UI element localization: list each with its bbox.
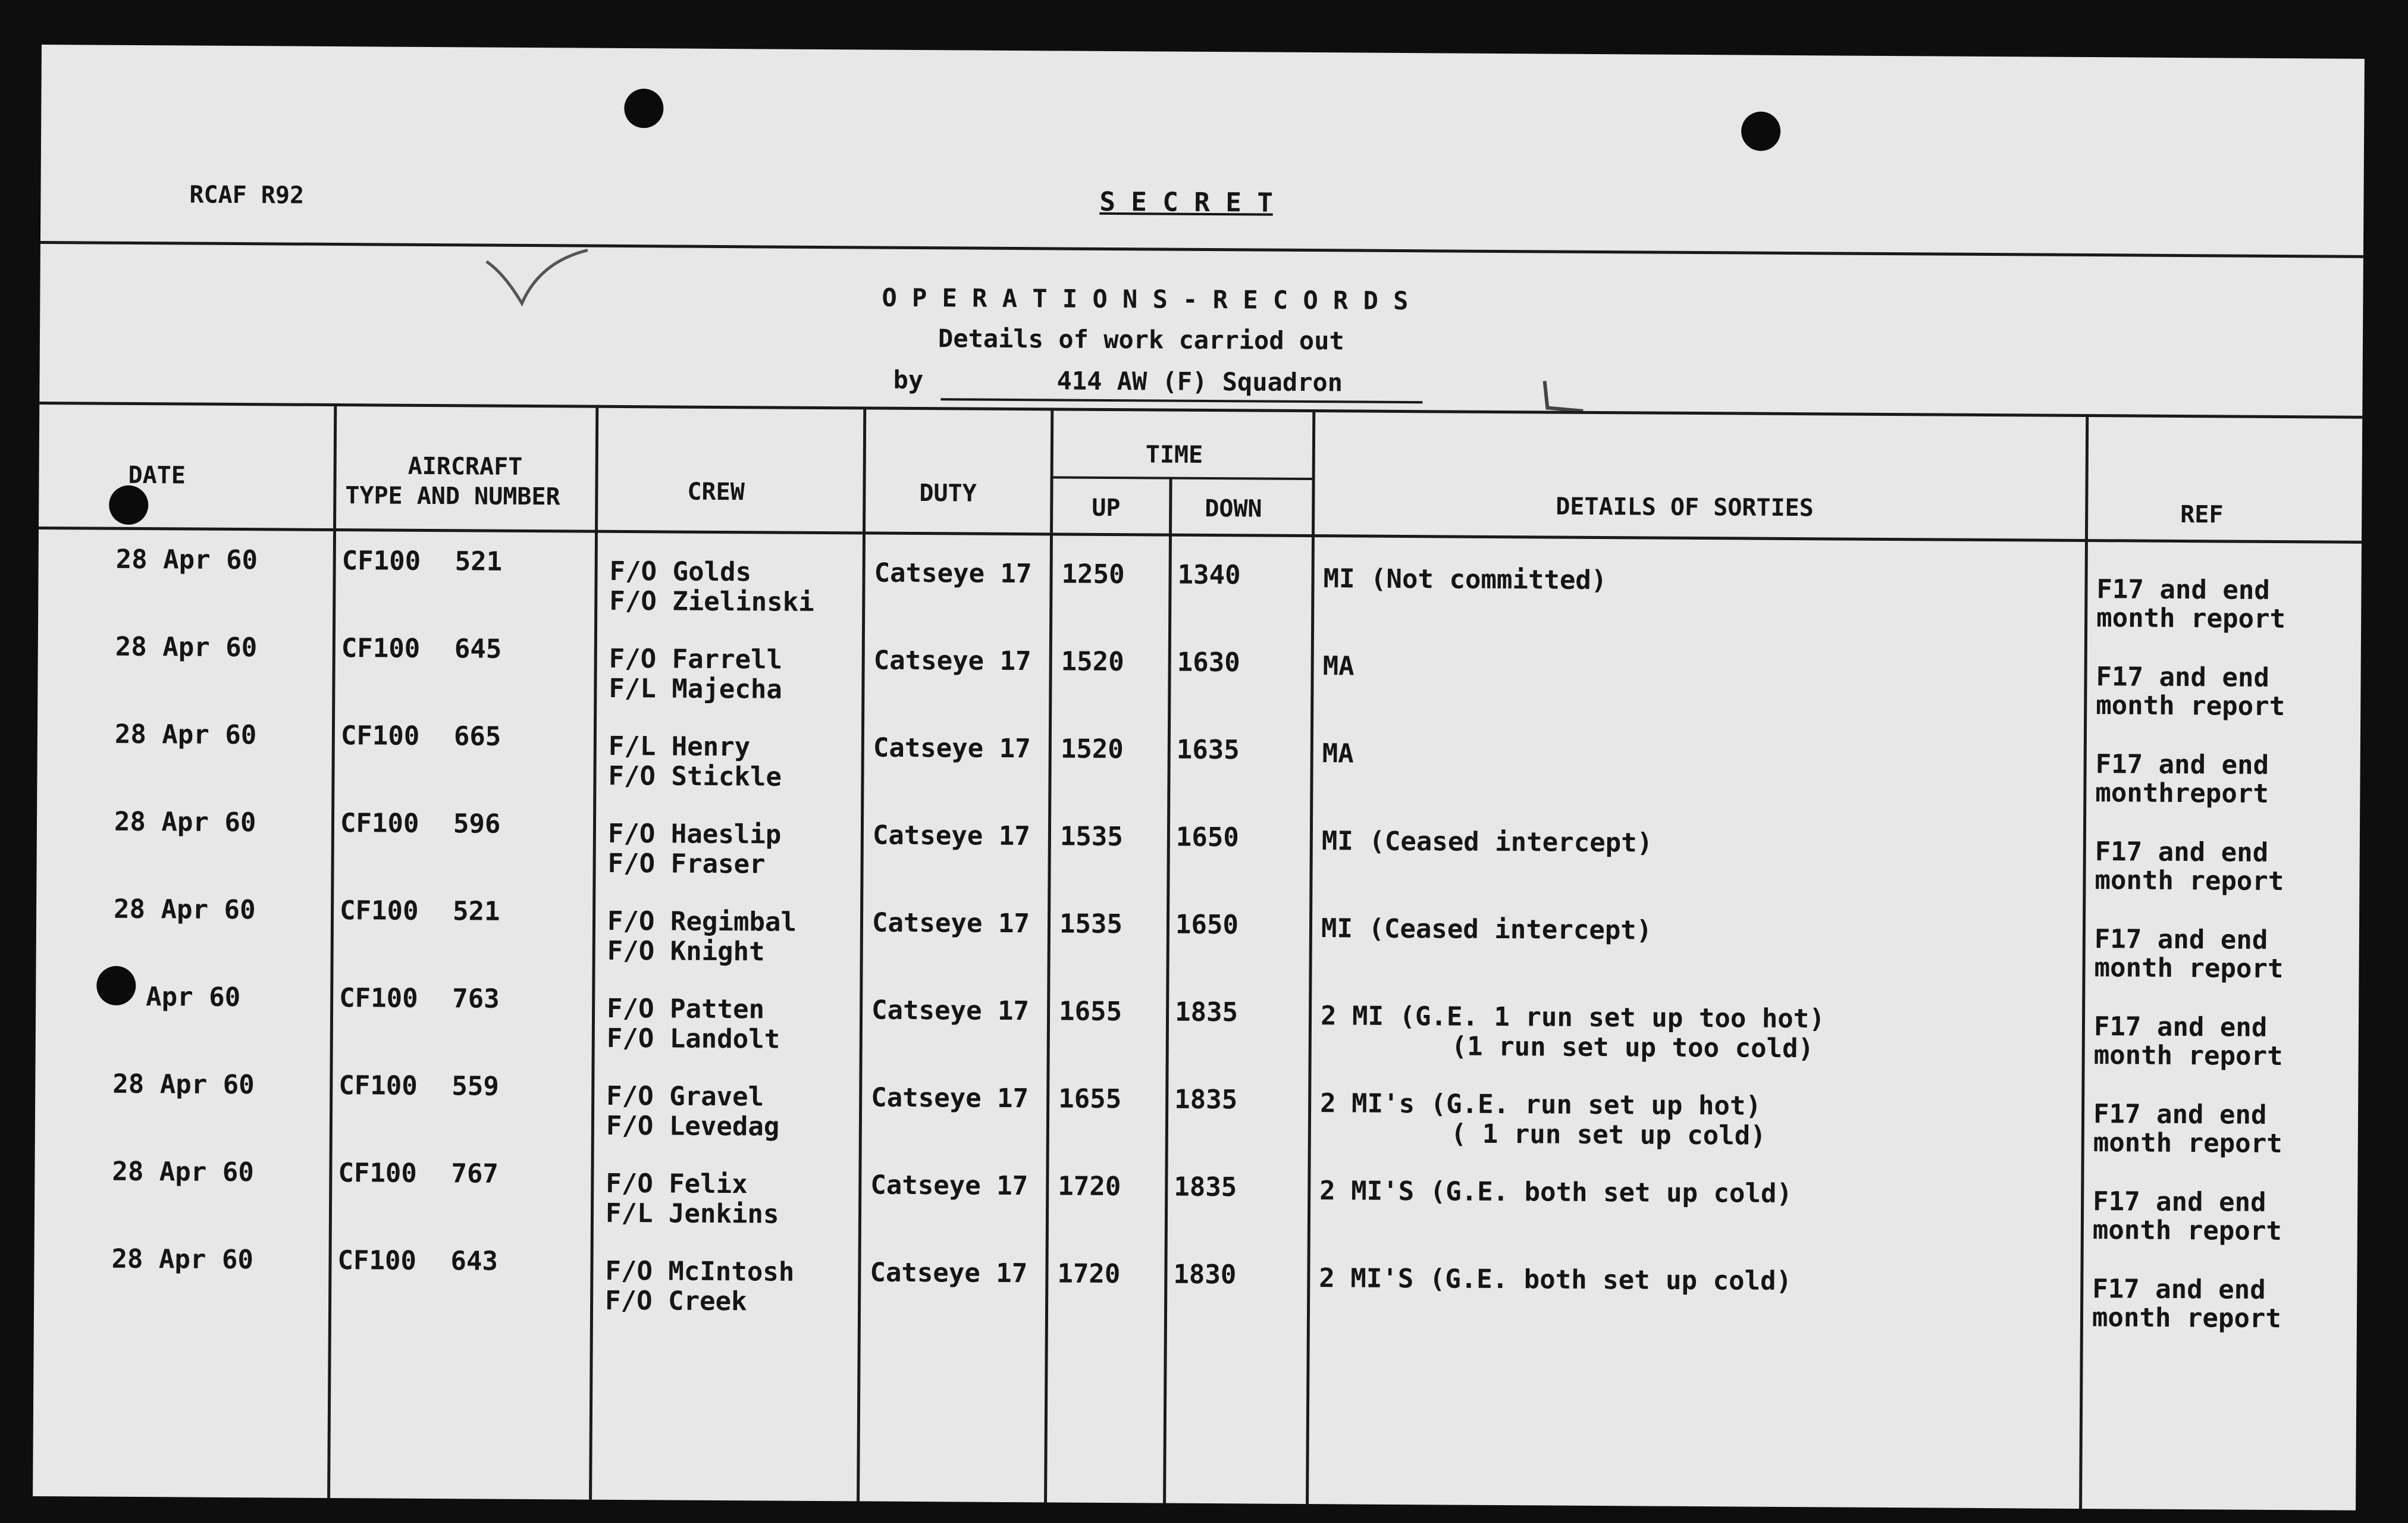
- details-cell: 2 MI (G.E. 1 run set up too hot): [1320, 1001, 1825, 1035]
- column-header-aircraft-type: TYPE AND NUMBER: [345, 482, 560, 511]
- aircraft-type-cell: CF100: [338, 1158, 418, 1189]
- date-cell: 28 Apr 60: [111, 1243, 254, 1276]
- aircraft-number-cell: 643: [450, 1246, 498, 1277]
- ref-continued-cell: monthreport: [2095, 778, 2269, 809]
- time-down-cell: 1650: [1175, 822, 1240, 853]
- crew-secondary-cell: F/O Creek: [604, 1285, 747, 1317]
- col-divider-up: [1163, 477, 1172, 1503]
- crew-primary-cell: F/O Golds: [609, 556, 752, 588]
- date-cell: 28 Apr 60: [115, 544, 258, 576]
- document-page: [33, 45, 2365, 1511]
- date-cell: 28 Apr 60: [112, 1068, 255, 1101]
- details-cell: 2 MI's (G.E. run set up hot): [1320, 1088, 1762, 1121]
- aircraft-number-cell: 559: [452, 1071, 499, 1102]
- details-cell: 2 MI'S (G.E. both set up cold): [1319, 1263, 1792, 1297]
- aircraft-type-cell: CF100: [341, 546, 421, 576]
- ref-cell: F17 and end: [2094, 924, 2268, 955]
- time-up-cell: 1720: [1057, 1258, 1121, 1290]
- punch-hole-row1: [109, 485, 148, 525]
- aircraft-number-cell: 665: [453, 721, 501, 752]
- time-down-cell: 1650: [1175, 909, 1239, 941]
- ref-continued-cell: month report: [2096, 690, 2285, 722]
- ref-continued-cell: month report: [2092, 1215, 2282, 1247]
- date-cell: 28 Apr 60: [113, 894, 256, 926]
- table-header-rule: [39, 527, 2362, 544]
- table-top-rule: [39, 402, 2362, 419]
- duty-cell: Catseye 17: [870, 1170, 1029, 1202]
- col-divider-duty: [1044, 408, 1054, 1502]
- time-up-cell: 1655: [1058, 996, 1123, 1027]
- column-header-duty: DUTY: [919, 480, 977, 507]
- details-cell: 2 MI'S (G.E. both set up cold): [1319, 1176, 1793, 1209]
- aircraft-number-cell: 645: [454, 634, 502, 665]
- aircraft-type-cell: CF100: [339, 895, 419, 926]
- column-header-details: DETAILS OF SORTIES: [1556, 493, 1814, 522]
- punch-hole-left: [624, 89, 663, 128]
- crew-secondary-cell: F/L Jenkins: [605, 1198, 779, 1230]
- column-header-date: DATE: [128, 461, 186, 490]
- column-header-down: DOWN: [1205, 494, 1262, 523]
- crew-primary-cell: F/O Felix: [606, 1168, 748, 1200]
- date-cell: 28 Apr 60: [114, 806, 256, 838]
- details-cell: MI (Ceased intercept): [1321, 826, 1653, 858]
- details-cell: MI (Ceased intercept): [1321, 913, 1653, 946]
- duty-cell: Catseye 17: [871, 1082, 1029, 1114]
- crew-secondary-cell: F/O Zielinski: [609, 585, 814, 618]
- ref-continued-cell: month report: [2094, 952, 2284, 985]
- time-up-cell: 1535: [1059, 908, 1123, 940]
- time-up-cell: 1720: [1058, 1171, 1121, 1202]
- unit-name: 414 AW (F) Squadron: [1056, 366, 1343, 397]
- pencil-check-mark: [480, 238, 600, 316]
- time-down-cell: 1635: [1176, 734, 1240, 766]
- crew-secondary-cell: F/L Majecha: [609, 673, 782, 705]
- aircraft-number-cell: 763: [452, 983, 500, 1014]
- duty-cell: Catseye 17: [874, 557, 1032, 590]
- duty-cell: Catseye 17: [871, 995, 1030, 1027]
- time-up-cell: 1250: [1061, 559, 1125, 590]
- ref-cell: F17 and end: [2093, 1011, 2268, 1043]
- details-continued-cell: (1 run set up too cold): [1451, 1031, 1814, 1064]
- time-down-cell: 1835: [1174, 1171, 1237, 1203]
- date-cell: 28 Apr 60: [115, 631, 258, 663]
- crew-primary-cell: F/O Haeslip: [607, 818, 782, 850]
- aircraft-type-cell: CF100: [340, 720, 420, 751]
- details-cell: MI (Not committed): [1323, 563, 1607, 596]
- header-rule: [40, 241, 2363, 258]
- time-up-cell: 1535: [1059, 821, 1124, 853]
- details-cell: MA: [1322, 651, 1354, 682]
- aircraft-type-cell: CF100: [340, 808, 419, 839]
- time-down-cell: 1835: [1174, 996, 1239, 1028]
- column-header-ref: REF: [2180, 500, 2224, 529]
- duty-cell: Catseye 17: [872, 820, 1030, 852]
- by-label: by: [893, 365, 924, 395]
- col-divider-details: [2079, 414, 2089, 1509]
- ref-continued-cell: month report: [2095, 865, 2284, 897]
- form-code: RCAF R92: [189, 181, 305, 209]
- ref-cell: F17 and end: [2096, 574, 2271, 606]
- col-divider-aircraft: [589, 405, 598, 1500]
- time-subheader-rule: [1051, 476, 1312, 480]
- crew-secondary-cell: F/O Stickle: [608, 760, 782, 792]
- ref-cell: F17 and end: [2095, 836, 2269, 868]
- col-divider-crew: [857, 406, 866, 1501]
- ref-continued-cell: month report: [2093, 1040, 2283, 1072]
- date-cell: 28 Apr 60: [112, 1156, 255, 1188]
- page-title: O P E R A T I O N S - R E C O R D S: [882, 283, 1409, 316]
- ref-cell: F17 and end: [2095, 749, 2269, 781]
- column-header-crew: CREW: [687, 478, 745, 506]
- aircraft-number-cell: 767: [451, 1158, 499, 1189]
- ref-continued-cell: month report: [2096, 603, 2286, 635]
- aircraft-type-cell: CF100: [338, 1070, 418, 1101]
- aircraft-number-cell: 521: [452, 896, 500, 927]
- time-down-cell: 1340: [1177, 559, 1241, 591]
- unit-underline: [940, 398, 1422, 403]
- col-divider-date: [327, 403, 337, 1498]
- ref-continued-cell: month report: [2092, 1302, 2282, 1334]
- punch-hole-right: [1741, 111, 1780, 151]
- classification: S E C R E T: [1099, 186, 1273, 218]
- col-divider-down: [1306, 409, 1315, 1504]
- duty-cell: Catseye 17: [870, 1257, 1028, 1289]
- duty-cell: Catseye 17: [873, 732, 1031, 764]
- duty-cell: Catseye 17: [873, 645, 1031, 677]
- ref-cell: F17 and end: [2096, 662, 2270, 693]
- crew-primary-cell: F/O McIntosh: [605, 1255, 795, 1287]
- time-down-cell: 1835: [1174, 1084, 1238, 1115]
- column-header-time: TIME: [1145, 441, 1203, 469]
- aircraft-type-cell: CF100: [341, 633, 421, 664]
- aircraft-type-cell: CF100: [337, 1245, 417, 1276]
- time-up-cell: 1655: [1058, 1083, 1122, 1115]
- time-up-cell: 1520: [1061, 646, 1124, 678]
- crew-secondary-cell: F/O Fraser: [607, 848, 766, 880]
- column-header-aircraft: AIRCRAFT: [407, 452, 523, 481]
- crew-secondary-cell: F/O Landolt: [606, 1023, 780, 1055]
- details-continued-cell: ( 1 run set up cold): [1450, 1118, 1766, 1151]
- details-cell: MA: [1322, 738, 1354, 769]
- date-cell: 28 Apr 60: [114, 719, 257, 751]
- aircraft-number-cell: 596: [453, 808, 501, 839]
- ref-cell: F17 and end: [2093, 1099, 2267, 1130]
- aircraft-number-cell: 521: [454, 546, 503, 577]
- ref-cell: F17 and end: [2093, 1186, 2266, 1218]
- crew-primary-cell: F/L Henry: [608, 731, 751, 763]
- crew-primary-cell: F/O Regimbal: [607, 905, 797, 938]
- time-up-cell: 1520: [1060, 734, 1124, 765]
- punch-hole-row6: [96, 966, 136, 1005]
- ref-continued-cell: month report: [2093, 1127, 2282, 1160]
- ref-cell: F17 and end: [2092, 1274, 2266, 1305]
- crew-primary-cell: F/O Patten: [606, 993, 765, 1025]
- aircraft-type-cell: CF100: [339, 983, 418, 1014]
- date-cell: Apr 60: [146, 982, 241, 1013]
- crew-secondary-cell: F/O Levedag: [606, 1110, 780, 1142]
- column-header-up: UP: [1092, 494, 1121, 522]
- time-down-cell: 1830: [1173, 1259, 1237, 1290]
- crew-primary-cell: F/O Farrell: [609, 643, 783, 675]
- crew-primary-cell: F/O Gravel: [606, 1080, 764, 1113]
- duty-cell: Catseye 17: [871, 907, 1030, 939]
- page-subtitle: Details of work carriod out: [938, 324, 1344, 356]
- crew-secondary-cell: F/O Knight: [607, 935, 765, 967]
- time-down-cell: 1630: [1177, 647, 1240, 678]
